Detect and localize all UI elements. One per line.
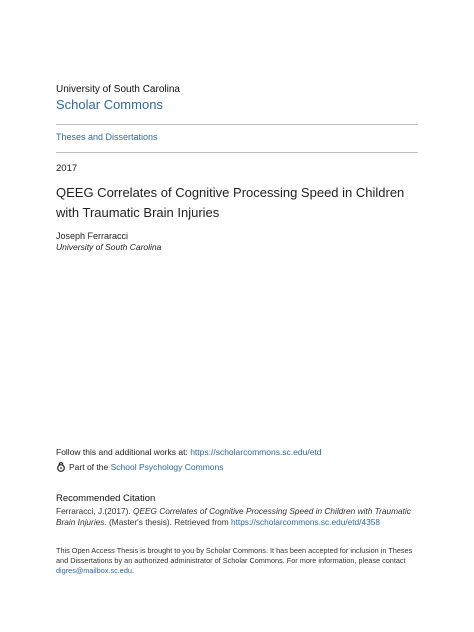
divider-top bbox=[56, 124, 418, 125]
follow-url-link[interactable]: https://scholarcommons.sc.edu/etd bbox=[190, 447, 322, 457]
citation-text bbox=[56, 506, 421, 528]
citation-url-link[interactable]: https://scholarcommons.sc.edu/etd/4358 bbox=[230, 517, 380, 527]
citation-prefix: Ferraracci, J.(2017). bbox=[56, 506, 133, 516]
divider-bottom bbox=[56, 152, 418, 153]
disclaimer-text: This Open Access Thesis is brought to you by Scholar Commons. It has been accepted for inclusion in Theses and Dissertations by an authorized administrator of Scholar Commons. For more information, please contact bbox=[56, 546, 413, 565]
follow-line bbox=[56, 447, 322, 457]
part-of-prefix: Part of the bbox=[69, 462, 109, 472]
author-name: Joseph Ferraracci bbox=[56, 231, 129, 241]
citation-suffix: (Master's thesis). Retrieved from bbox=[106, 517, 231, 527]
publication-year: 2017 bbox=[56, 163, 78, 174]
repository-name[interactable]: Scholar Commons bbox=[56, 97, 163, 112]
institution-name: University of South Carolina bbox=[56, 84, 180, 95]
disclaimer-end: . bbox=[131, 566, 134, 575]
contact-email-link[interactable]: digres@mailbox.sc.edu bbox=[56, 566, 132, 575]
open-access-icon bbox=[56, 462, 66, 472]
document-title: QEEG Correlates of Cognitive Processing Speed in Children with Traumatic Brain Injuries bbox=[56, 185, 405, 220]
follow-prefix: Follow this and additional works at: bbox=[56, 447, 191, 457]
citation-title: QEEG Correlates of Cognitive Processing Speed in Children with Traumatic Brain Injuries. bbox=[56, 506, 411, 527]
collection-link[interactable]: Theses and Dissertations bbox=[56, 132, 158, 142]
author-affiliation: University of South Carolina bbox=[56, 242, 162, 252]
part-of-line bbox=[56, 462, 224, 472]
open-access-disclaimer bbox=[56, 546, 421, 576]
school-psychology-commons-link[interactable]: School Psychology Commons bbox=[110, 462, 224, 472]
recommended-citation-heading: Recommended Citation bbox=[56, 493, 156, 504]
